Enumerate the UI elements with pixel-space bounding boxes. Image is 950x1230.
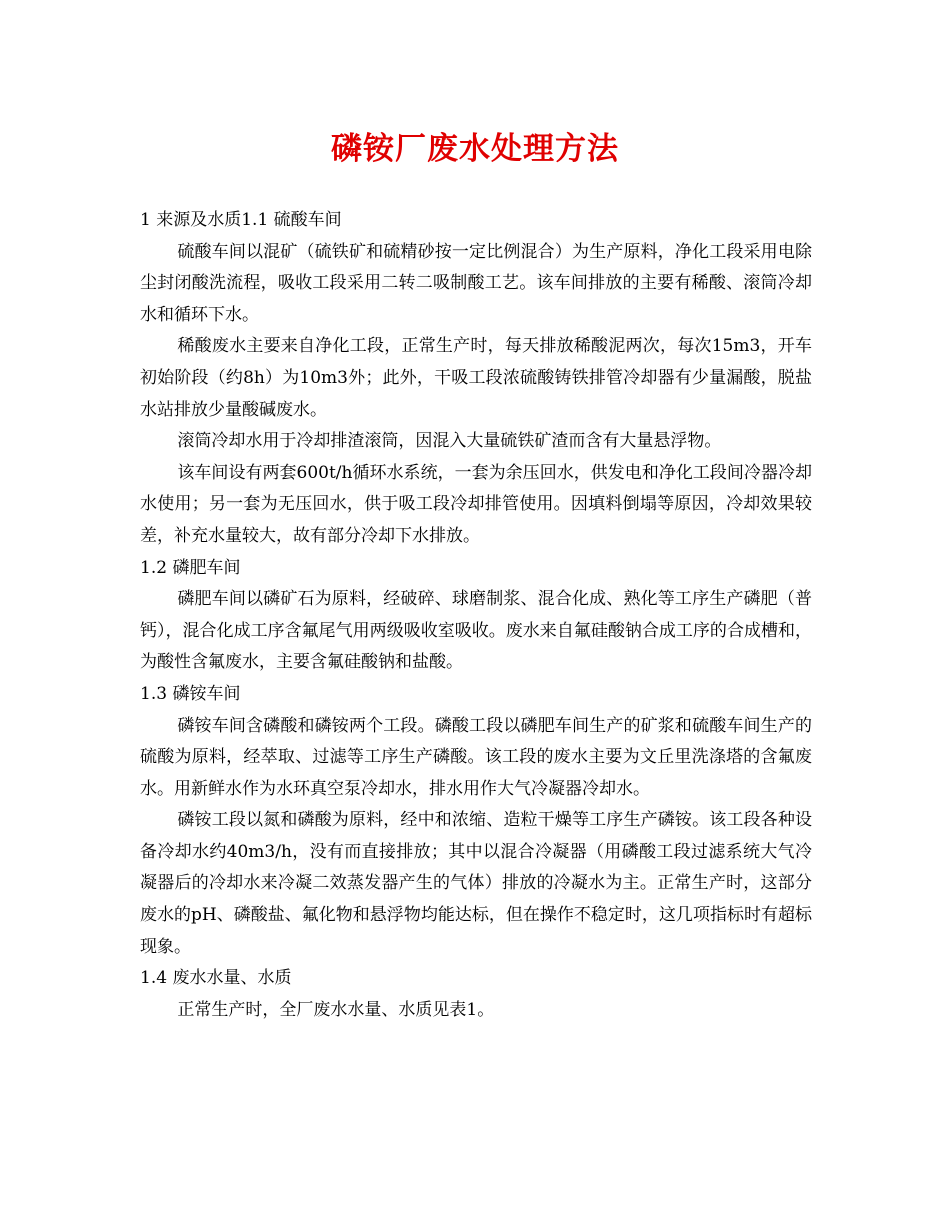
body-paragraph: 稀酸废水主要来自净化工段，正常生产时，每天排放稀酸泥两次，每次15m3，开车初始阶段（约8h）为10m3外；此外，干吸工段浓硫酸铸铁排管冷却器有少量漏酸，脱盐水站排放少量酸碱废水。 bbox=[140, 336, 812, 420]
body-paragraph: 磷肥车间以磷矿石为原料，经破碎、球磨制浆、混合化成、熟化等工序生产磷肥（普钙），混合化成工序含氟尾气用两级吸收室吸收。废水来自氟硅酸钠合成工序的合成槽和，为酸性含氟废水，主要含氟硅酸钠和盐酸。 bbox=[140, 589, 812, 673]
document-body bbox=[140, 205, 812, 1026]
body-paragraph: 硫酸车间以混矿（硫铁矿和硫精砂按一定比例混合）为生产原料，净化工段采用电除尘封闭酸洗流程，吸收工段采用二转二吸制酸工艺。该车间排放的主要有稀酸、滚筒冷却水和循环下水。 bbox=[140, 241, 812, 325]
body-paragraph: 磷铵车间含磷酸和磷铵两个工段。磷酸工段以磷肥车间生产的矿浆和硫酸车间生产的硫酸为原料，经萃取、过滤等工序生产磷酸。该工段的废水主要为文丘里洗涤塔的含氟废水。用新鲜水作为水环真空泵冷却水，排水用作大气冷凝器冷却水。 bbox=[140, 715, 812, 799]
document-title: 磷铵厂废水处理方法 bbox=[331, 131, 619, 167]
body-paragraph: 该车间设有两套600t/h循环水系统，一套为余压回水，供发电和净化工段间冷器冷却水使用；另一套为无压回水，供于吸工段冷却排管使用。因填料倒塌等原因，冷却效果较差，补充水量较大，故有部分冷却下水排放。 bbox=[140, 462, 812, 546]
section-heading: 1.3 磷铵车间 bbox=[140, 683, 241, 704]
section-heading: 1.4 废水水量、水质 bbox=[140, 968, 292, 989]
body-paragraph: 滚筒冷却水用于冷却排渣滚筒，因混入大量硫铁矿渣而含有大量悬浮物。 bbox=[177, 431, 722, 452]
section-heading: 1.2 磷肥车间 bbox=[140, 557, 241, 578]
body-paragraph: 磷铵工段以氮和磷酸为原料，经中和浓缩、造粒干燥等工序生产磷铵。该工段各种设备冷却水约40m3/h，没有而直接排放；其中以混合冷凝器（用磷酸工段过滤系统大气冷凝器后的冷却水来冷凝二效蒸发器产生的气体）排放的冷凝水为主。正常生产时，这部分废水的pH、磷酸盐、氟化物和悬浮物均能达标，但在操作不稳定时，这几项指标时有超标现象。 bbox=[140, 810, 812, 957]
section-heading: 1 来源及水质1.1 硫酸车间 bbox=[140, 210, 342, 230]
body-paragraph: 正常生产时，全厂废水水量、水质见表1。 bbox=[177, 999, 495, 1020]
